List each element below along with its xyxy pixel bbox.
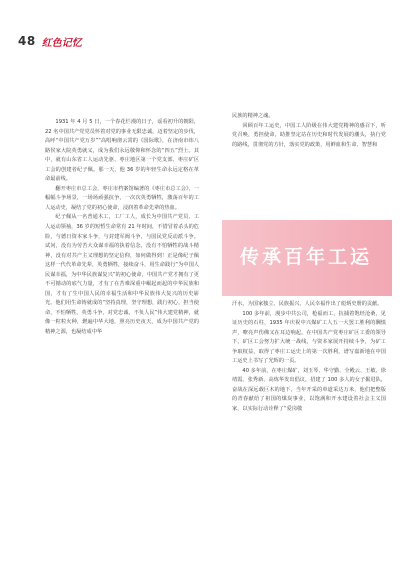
section-banner [222, 220, 392, 296]
paragraph: 民族的精神之魂。 [232, 113, 274, 119]
right-column-top [232, 112, 386, 150]
paragraph: 1931 年 4 月 5 日，一个春花烂漫的日子，谣看初升的朝阳，22 名中国共产党党员怀着对党的事业无限忠诚，迈着坚定的步伐，高呼“中国共产党万岁”“高唱响彻云霄的《国际歌》，在济南市纬八路侯家大院英勇就义，成为我们永远敬仰和怀念的“四五”烈士。其中，就有山东省工人运动先驱、枣庄地区第一个党支部、枣庄矿区工会的创建者纪子佩。那一天，他 36 岁的年轻生命永远定格在革命最前线。 [45, 119, 199, 183]
paragraph: 回顾百年工运史，中国工人阶级在伟大建党精神的感召下，听党召唤，勇担使命，助推坚定站在历史和时代发展的潮头，执行党的路线，贯彻党的方针，落实党的政策，用鲜血和生命、智慧和 [232, 122, 386, 148]
section-title: 红色记忆 [41, 37, 82, 49]
right-column-bottom [232, 300, 386, 415]
banner-title: 传承百年工运 [240, 246, 373, 268]
paragraph: 40 多年前，在枣庄煤矿，刘玉琴、华守勤、全殿云、王敏、徐靖霞、张秀新、高炼华发出倡议，招建了 100 多人的女子掘进队，奋战在深远载巨木的地下，当年开采的单道采达万米，他们把整版的青春献给了祖国的煤炭事业，以饱满和开水建设着社会主义国家，以实际行动诠释了“爱岗敬 [232, 367, 386, 413]
paragraph: 翻开枣庄市总工会、枣庄市档案馆编著的《枣庄市总工会》，一幅幅斗争场景，一场场顽强抗争，一次次英勇牺牲，激荡百年的工人运动史，凝结了党的初心使命，浸润着革命先辈的热血。 [45, 185, 199, 211]
left-column [45, 118, 199, 338]
paragraph: 汗水，为国家独立、民族振兴、人民幸福作出了彪炳史册的贡献。 [232, 301, 383, 307]
paragraph: 纪子佩从一名普通木工，工厂工人，成长为中国共产党员、工人运动领袖，36 岁的短暂生命常有 21 年时间，不惜冒着杀头的危险，与德日资本家斗争，与封建军阀斗争，与国民党反动派斗争。试问，没有为劳苦大众谋幸福的执着信念，没有不怕牺牲的战斗精神，没有对共产主义理想的坚定信仰，如何做得到！正是像纪子佩这样一代代革命先辈，英勇牺牲，接续奋斗，用生命践行“为中国人民谋幸福，为中华民族谋复兴”的初心使命，中国共产党才拥有了更不可撼动的底气力量，才有了在苦难深重中崛起而起的中华民族和国，才有了生中国人民的幸福生活和中华民族伟大复兴的历史崭光。他们用生命铸就成的“坚持真理，坚守理想，践行初心，担当使命，不怕牺牲，英勇斗争，对党忠诚，不负人民”伟大建党精神，就像一粒粒火种，燃遍中华大地，照亮历史夜天，成为中国共产党的精神之源，也凝结成中华 [45, 214, 199, 336]
paragraph: 100 多年前，漫步中共公司，枪福而工，抗捕着饱经沧桑，见证历史的石柱，1935 年庆祝中兴煤矿工人五一大罢工胜利的酬慎声，嘹亮声伤佛又在耳边响起。在中国共产党枣庄矿区工委的领导下，矿区工会努力扩大统一战线，与资本家展开持续斗争，为矿工争取权益，取得了枣庄工运史上的第一次胜利，谱写嘉新地在中国工运史上书写了光辉的一页。 [232, 310, 386, 365]
page-header [18, 34, 82, 48]
page-number: 48 [18, 34, 36, 48]
